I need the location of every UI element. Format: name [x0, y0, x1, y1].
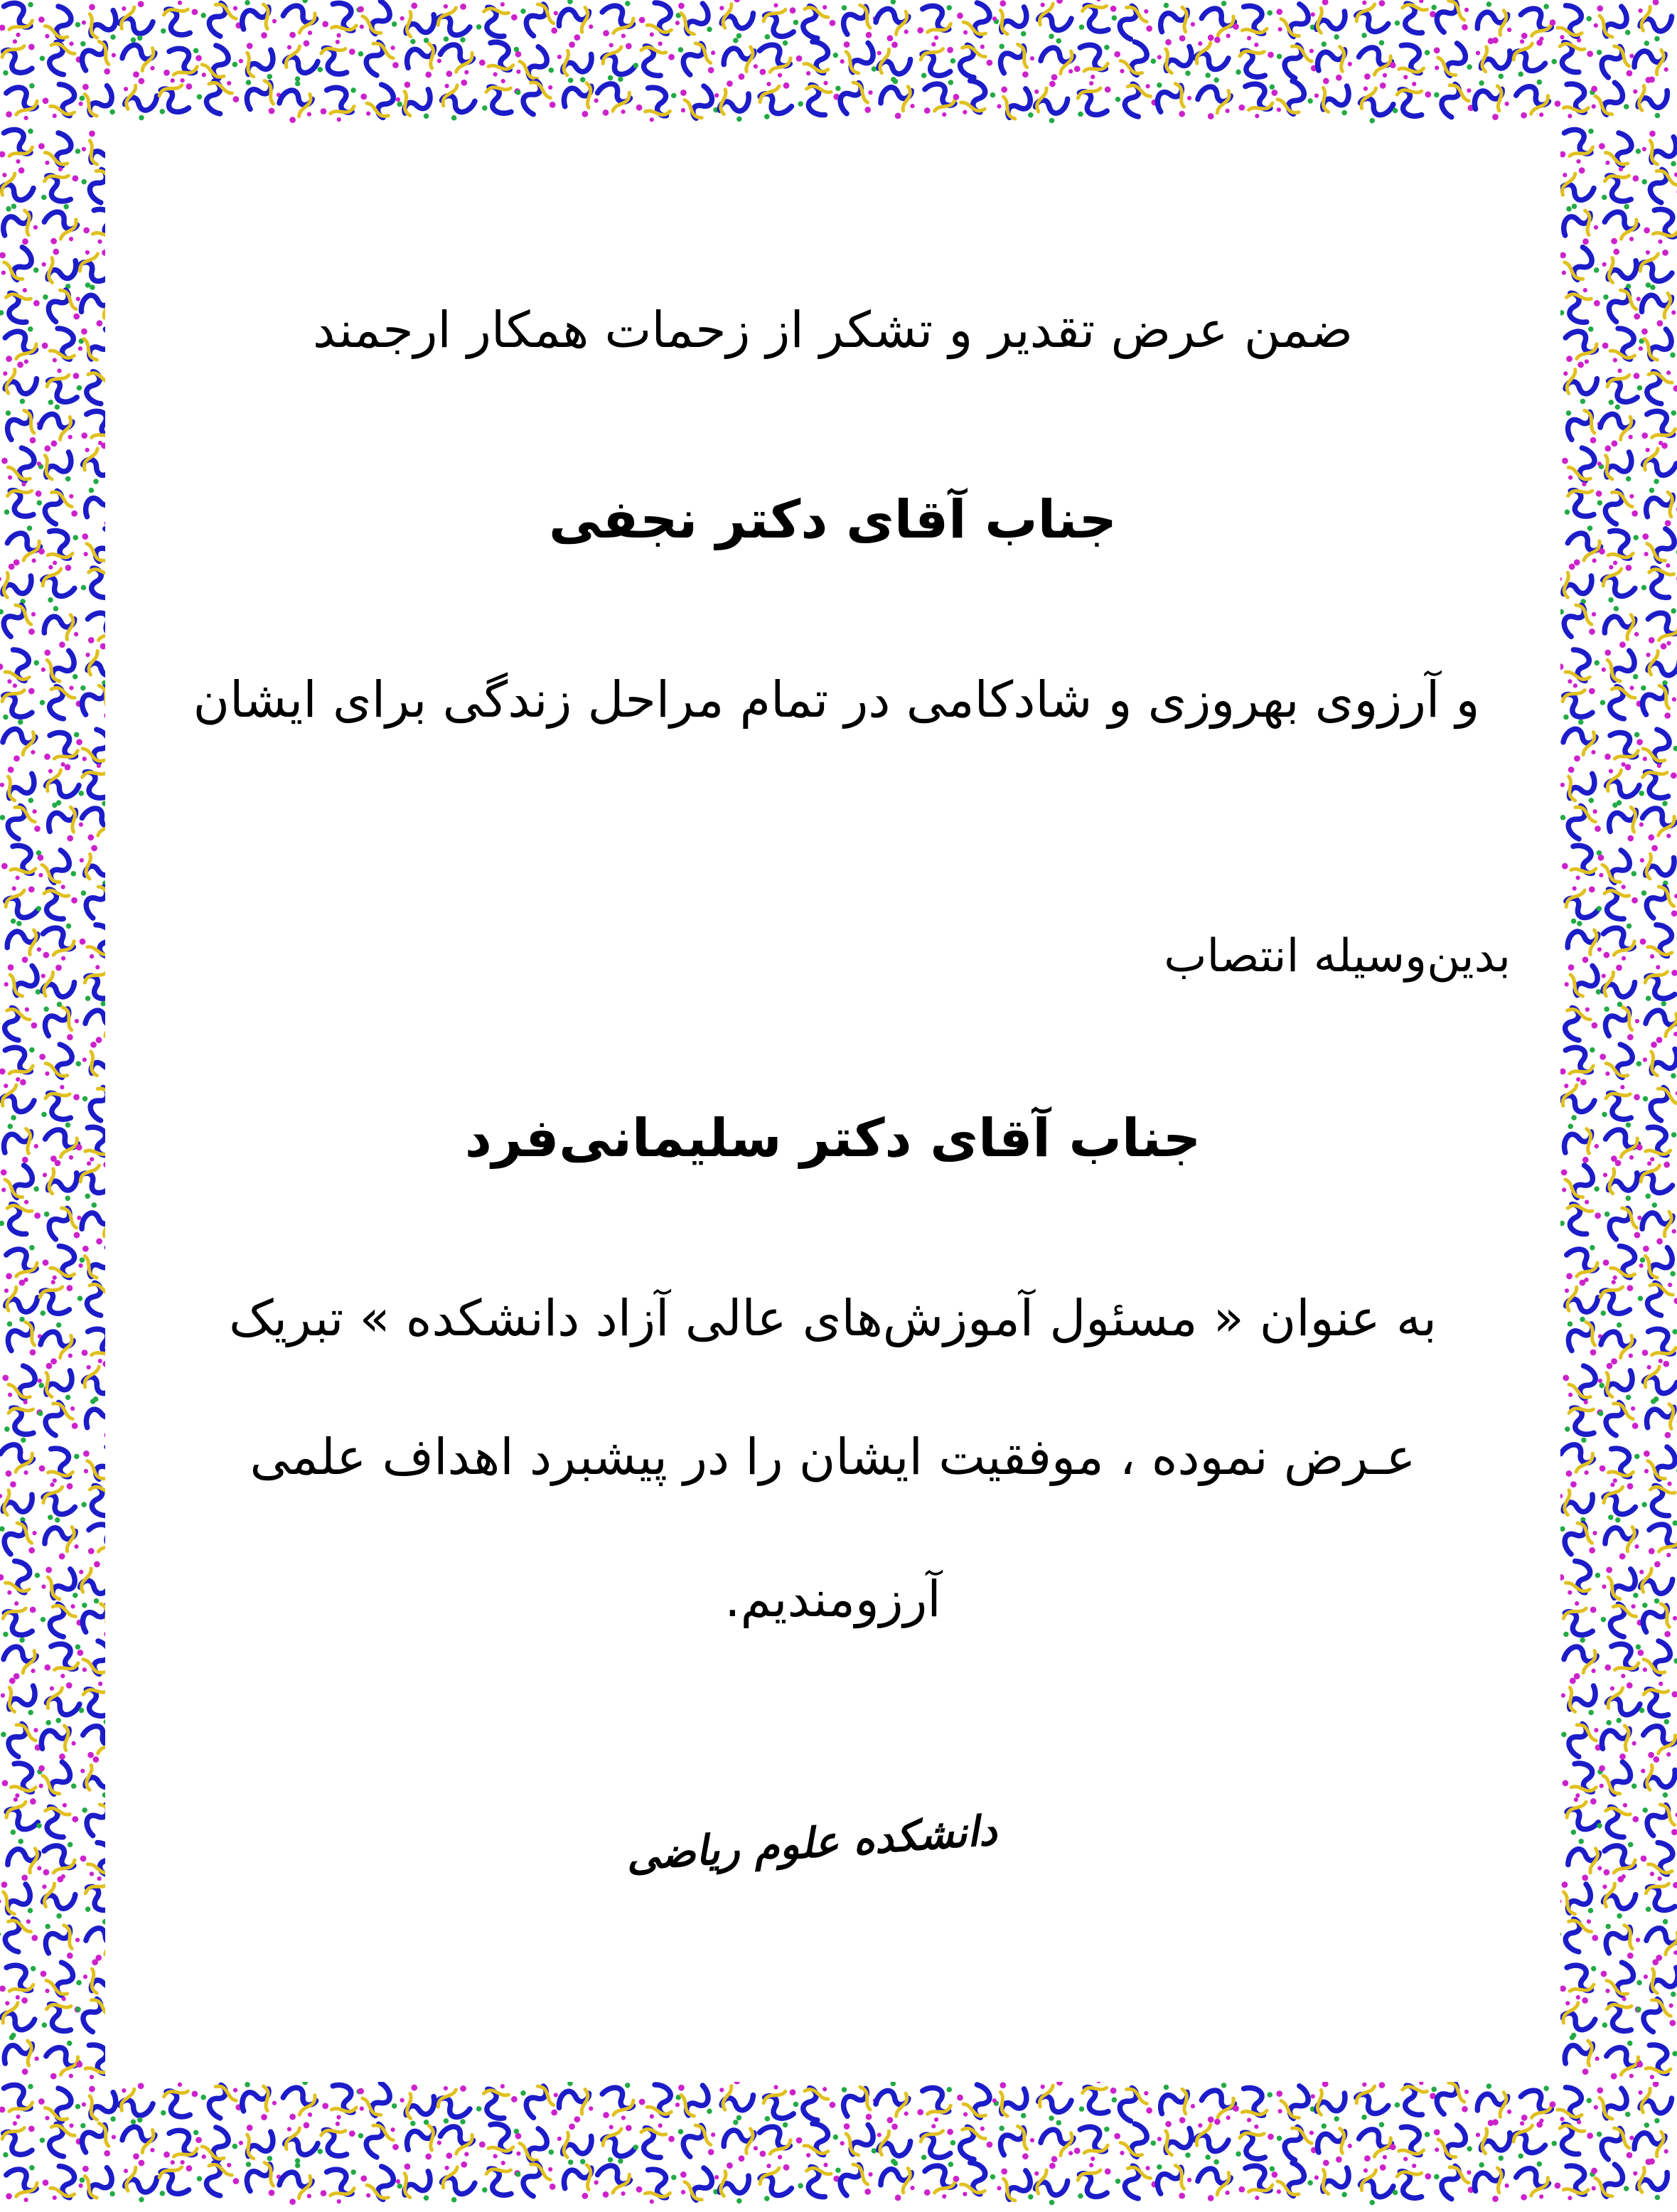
decorative-border-left	[0, 127, 105, 2082]
wishes-line: و آرزوی بهروزی و شادکامی در تمام مراحل زندگی برای ایشان	[193, 670, 1480, 729]
appointment-intro: بدین‌وسیله انتصاب	[1164, 930, 1511, 983]
closing-line: آرزومندیم.	[724, 1570, 941, 1628]
appointee-name: جناب آقای دکتر سلیمانی‌فرد	[464, 1108, 1201, 1169]
congratulations-line: عـرض نموده ، موفقیت ایشان را در پیشبرد اهداف علمی	[250, 1428, 1416, 1486]
appreciation-line: ضمن عرض تقدیر و تشکر از زحمات همکار ارجمند	[312, 301, 1354, 359]
honoree-name: جناب آقای دکتر نجفی	[549, 489, 1117, 550]
decorative-border-top	[0, 0, 1677, 127]
decorative-border-right	[1560, 127, 1677, 2082]
appointment-title-line: به عنوان « مسئول آموزش‌های عالی آزاد دانشکده » تبریک	[229, 1289, 1437, 1347]
certificate-body	[105, 127, 1560, 2082]
decorative-border-bottom	[0, 2082, 1677, 2212]
faculty-signature: دانشکده علوم ریاضی	[624, 1805, 999, 1881]
